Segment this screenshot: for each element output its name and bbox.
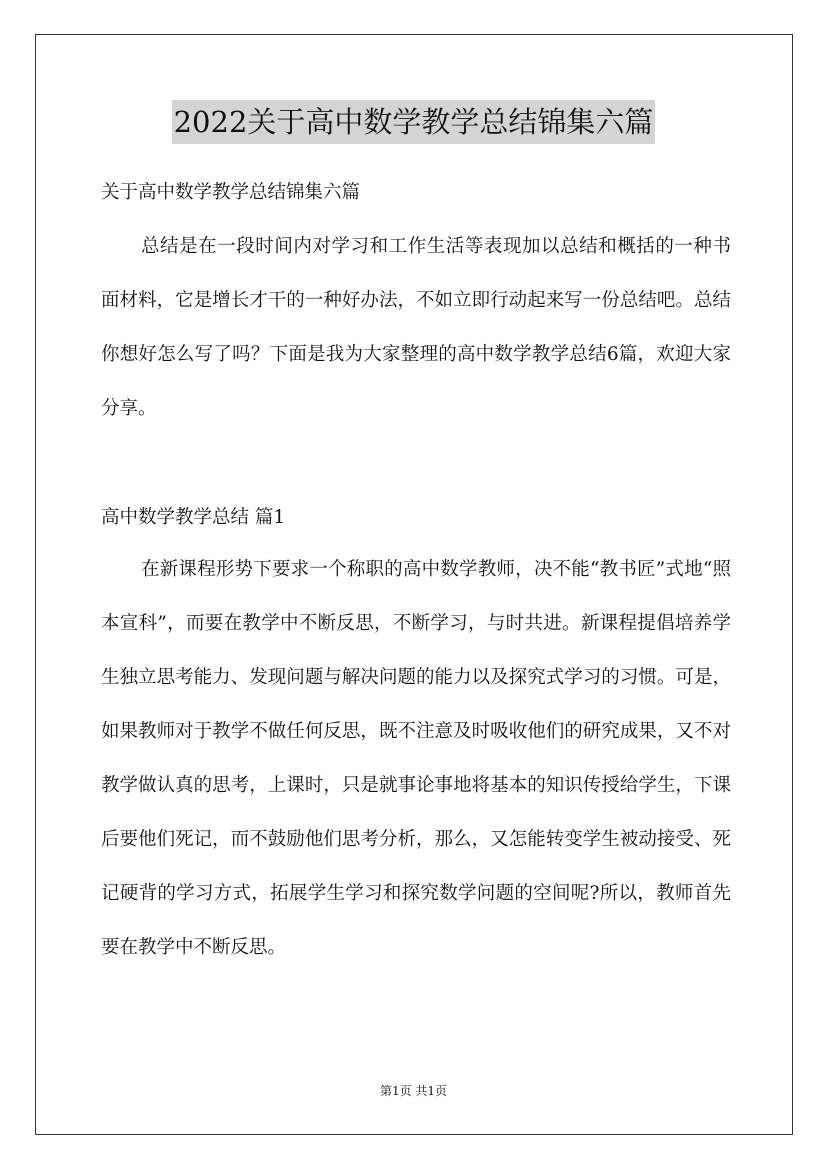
section-heading: 高中数学教学总结 篇1 xyxy=(101,507,286,528)
section-paragraph: 在新课程形势下要求一个称职的高中数学教师，决不能“教书匠”式地“照本宣科”，而要在教学中不断反思，不断学习，与时共进。新课程提倡培养学生独立思考能力、发现问题与解决问题的能力以及探究式学习的习惯。可是，如果教师对于教学不做任何反思，既不注意及时吸收他们的研究成果，又不对教学做认真的思考，上课时，只是就事论事地将基本的知识传授给学生，下课后要他们死记，而不鼓励他们思考分析，那么，又怎能转变学生被动接受、死记硬背的学习方式，拓展学生学习和探究数学问题的空间呢?所以，教师首先要在教学中不断反思。 xyxy=(101,559,731,958)
document-subtitle: 关于高中数学教学总结锦集六篇 xyxy=(101,182,361,203)
title-container xyxy=(0,100,827,144)
intro-paragraph: 总结是在一段时间内对学习和工作生活等表现加以总结和概括的一种书面材料，它是增长才干的一种好办法，不如立即行动起来写一份总结吧。总结你想好怎么写了吗？下面是我为大家整理的高中数学教学总结6篇，欢迎大家分享。 xyxy=(101,236,731,419)
page-footer: 第1页 共1页 xyxy=(379,1084,448,1098)
document-title: 2022关于高中数学教学总结锦集六篇 xyxy=(172,100,656,144)
